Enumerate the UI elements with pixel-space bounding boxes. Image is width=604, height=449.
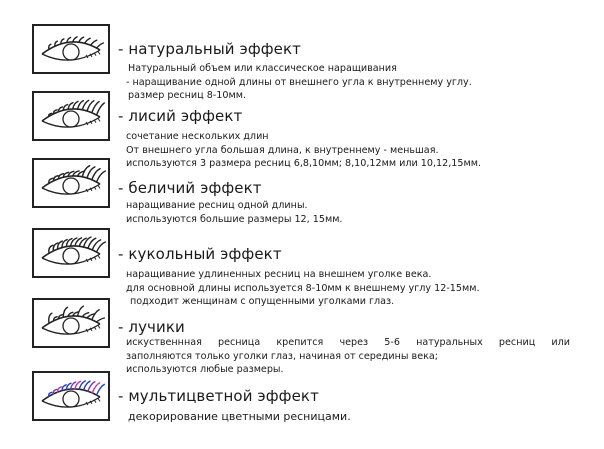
effect-description-line: размер ресниц 8-10мм. bbox=[128, 90, 247, 101]
eye-icon bbox=[34, 160, 108, 206]
effect-title: - натуральный эффект bbox=[118, 40, 302, 58]
effect-title: - лучики bbox=[118, 318, 185, 336]
eye-illustration bbox=[32, 228, 110, 278]
effect-title: - лисий эффект bbox=[118, 107, 243, 125]
effect-title: - кукольный эффект bbox=[118, 245, 282, 263]
eye-illustration bbox=[32, 91, 110, 141]
eye-drawing bbox=[42, 237, 105, 264]
effect-description-line: От внешнего угла большая длина, к внутреннему - меньшая. bbox=[126, 144, 439, 156]
effect-description-line: используются большие размеры 12, 15мм. bbox=[126, 213, 343, 225]
effect-title: - мультицветной эффект bbox=[118, 387, 319, 405]
effect-description-line: используются 3 размера ресниц 6,8,10мм; 8,10,12мм или 10,12,15мм. bbox=[126, 158, 482, 169]
eye-icon bbox=[34, 26, 108, 72]
effect-description-line: сочетание нескольких длин bbox=[126, 131, 269, 142]
eye-drawing bbox=[42, 166, 105, 194]
effect-description-line: заполняются только уголки глаз, начиная от середины века; bbox=[126, 350, 438, 362]
effect-description-line: подходит женщинам с опущенными уголками глаз. bbox=[130, 296, 395, 307]
eye-illustration bbox=[32, 371, 110, 421]
eye-icon bbox=[34, 300, 108, 346]
effect-description-line: искуственнная ресница крепится через 5-6 натуральных ресниц или bbox=[126, 337, 570, 348]
eye-icon bbox=[34, 230, 108, 276]
eye-drawing bbox=[42, 37, 103, 60]
effect-description-line: наращивание удлиненных ресниц на внешнем уголке века. bbox=[126, 269, 432, 280]
effect-description-line: используются любые размеры. bbox=[126, 364, 284, 375]
effect-description-line: - наращивание одной длины от внешнего угла к внутреннему углу. bbox=[126, 76, 472, 88]
effect-description-line: декорирование цветными ресницами. bbox=[128, 410, 351, 423]
effect-title: - беличий эффект bbox=[118, 179, 262, 197]
effect-description-line: для основной длины используется 8-10мм к внешнему углу 12-15мм. bbox=[126, 282, 480, 294]
eye-illustration bbox=[32, 298, 110, 348]
eye-icon bbox=[34, 373, 108, 419]
effect-description-line: наращивание ресниц одной длины. bbox=[126, 200, 308, 211]
eye-icon bbox=[34, 93, 108, 139]
eye-drawing bbox=[42, 306, 104, 334]
eye-drawing bbox=[42, 381, 104, 407]
eye-illustration bbox=[32, 24, 110, 74]
eye-illustration bbox=[32, 158, 110, 208]
eye-drawing bbox=[42, 100, 104, 127]
effect-description-line: Натуральный объем или классическое наращивания bbox=[128, 63, 397, 74]
